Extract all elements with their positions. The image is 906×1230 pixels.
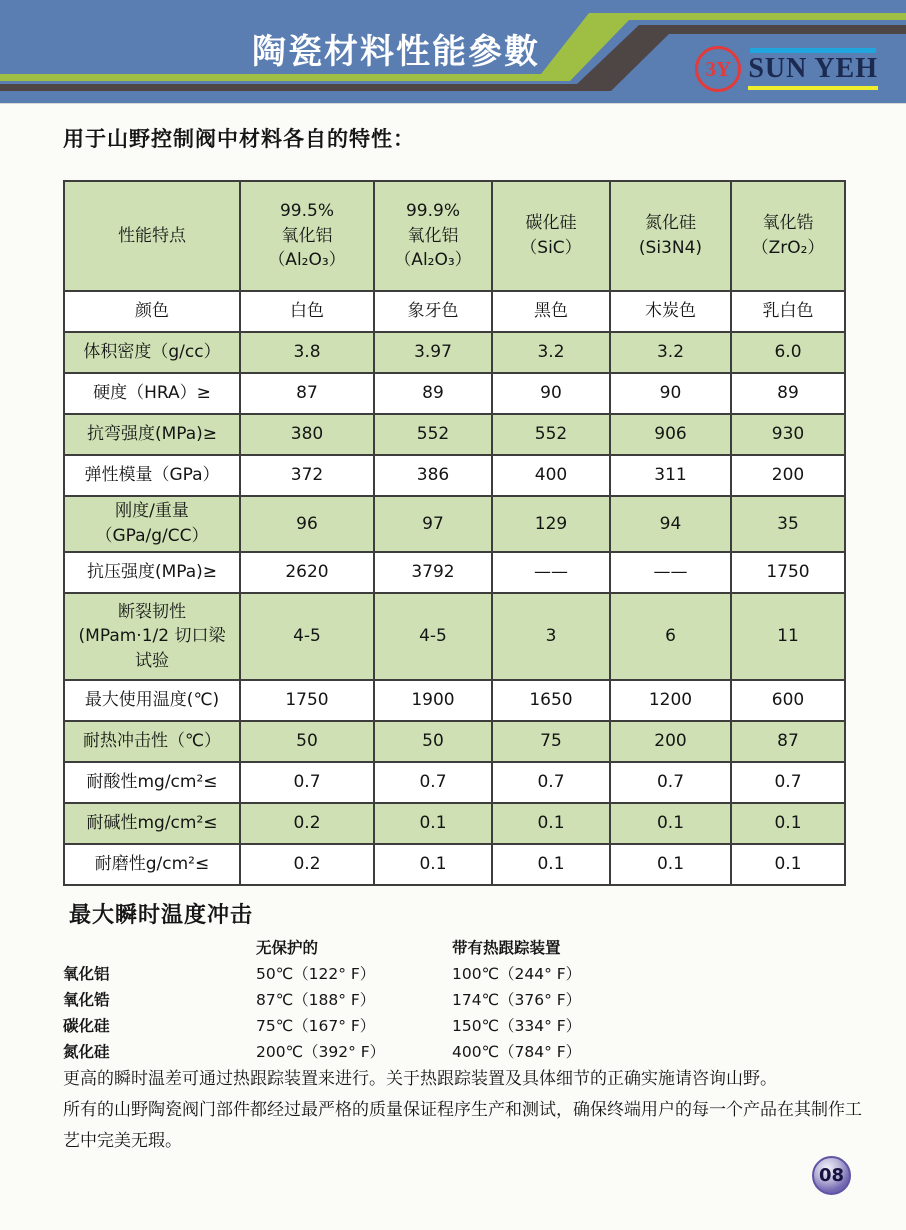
value-cell: 3.97 — [374, 332, 492, 373]
value-cell: 87 — [240, 373, 374, 414]
table-row — [64, 680, 845, 721]
value-cell: 0.1 — [492, 803, 610, 844]
value-cell: 11 — [731, 593, 845, 680]
table-row — [64, 496, 845, 552]
value-cell: 木炭色 — [610, 291, 731, 332]
cell-text-line: 耐酸性mg/cm²≤ — [86, 772, 218, 793]
value-cell: 乳白色 — [731, 291, 845, 332]
cell-text-line: (MPam·1/2 切口梁 — [78, 626, 226, 647]
property-label-cell — [64, 680, 240, 721]
cell-text-line: 氮化硅 — [645, 213, 696, 234]
material-properties-table — [63, 180, 846, 886]
value-cell: —— — [610, 552, 731, 593]
value-cell: 6 — [610, 593, 731, 680]
footnotes — [63, 1064, 865, 1157]
shock-header-row — [63, 936, 783, 962]
value-cell: 1750 — [240, 680, 374, 721]
value-cell: 96 — [240, 496, 374, 552]
table-row — [64, 721, 845, 762]
value-cell: 930 — [731, 414, 845, 455]
property-label-cell — [64, 721, 240, 762]
cell-text-line: 碳化硅 — [525, 213, 577, 234]
value-cell: 35 — [731, 496, 845, 552]
value-cell: 372 — [240, 455, 374, 496]
value-cell: 0.1 — [374, 803, 492, 844]
column-header-material — [610, 181, 731, 291]
thermal-shock-table — [63, 936, 783, 1065]
table-row — [64, 593, 845, 680]
cell-text-line: 刚度/重量 — [115, 501, 189, 522]
cell-text-line: 硬度（HRA）≥ — [93, 383, 211, 404]
value-cell: 2620 — [240, 552, 374, 593]
value-cell: 89 — [731, 373, 845, 414]
logo-wordmark — [748, 48, 878, 89]
property-label-cell — [64, 762, 240, 803]
shock-value: 150℃（334° F） — [452, 1016, 582, 1035]
cell-text-line: 99.5% — [279, 201, 334, 222]
shock-value: 无保护的 — [256, 939, 319, 957]
value-cell: 0.1 — [492, 844, 610, 885]
value-cell: 200 — [610, 721, 731, 762]
shock-value: 75℃（167° F） — [256, 1016, 376, 1035]
logo-yellow-underline — [748, 86, 878, 90]
property-label-cell — [64, 496, 240, 552]
value-cell: 400 — [492, 455, 610, 496]
thermal-shock-title: 最大瞬时温度冲击 — [69, 903, 254, 928]
shock-value: 200℃（392° F） — [256, 1042, 386, 1061]
value-cell: 600 — [731, 680, 845, 721]
value-cell: 552 — [492, 414, 610, 455]
shock-value: 87℃（188° F） — [256, 990, 376, 1009]
value-cell: 97 — [374, 496, 492, 552]
cell-text-line: 断裂韧性 — [118, 601, 186, 622]
column-header-material — [240, 181, 374, 291]
property-label-cell — [64, 455, 240, 496]
logo-3y-roundel-icon: 3Y — [695, 46, 741, 92]
property-label-cell — [64, 844, 240, 885]
property-label-cell — [64, 291, 240, 332]
cell-text-line: 抗压强度(MPa)≥ — [86, 562, 218, 583]
value-cell: 4-5 — [240, 593, 374, 680]
value-cell: 3.2 — [610, 332, 731, 373]
intro-text: 用于山野控制阀中材料各自的特性： — [63, 127, 415, 151]
cell-text-line: （Al₂O₃） — [394, 250, 472, 271]
footnote-line: 所有的山野陶瓷阀门部件都经过最严格的质量保证程序生产和测试，确保终端用户的每一个产品在其制作工艺中完美无瑕。 — [63, 1099, 862, 1151]
value-cell: 90 — [492, 373, 610, 414]
cell-text-line: 弹性模量（GPa） — [84, 465, 220, 486]
cell-text-line: 体积密度（g/cc） — [83, 342, 221, 363]
column-header-material — [492, 181, 610, 291]
value-cell: 89 — [374, 373, 492, 414]
shock-row — [63, 1014, 783, 1040]
table-row — [64, 762, 845, 803]
value-cell: 87 — [731, 721, 845, 762]
cell-text-line: 耐磨性g/cm²≤ — [94, 854, 210, 875]
cell-text-line: 性能特点 — [118, 225, 186, 246]
column-header-material — [731, 181, 845, 291]
sunyeh-logo — [695, 46, 878, 92]
logo-brand-name: SUN YEH — [748, 53, 878, 85]
property-label-cell — [64, 593, 240, 680]
value-cell: 0.7 — [610, 762, 731, 803]
properties-table-head — [64, 181, 845, 291]
value-cell: 白色 — [240, 291, 374, 332]
cell-text-line: （GPa/g/CC） — [95, 526, 209, 546]
cell-text-line: （SiC） — [520, 238, 582, 258]
shock-row — [63, 988, 783, 1014]
value-cell: 1200 — [610, 680, 731, 721]
property-label-cell — [64, 332, 240, 373]
value-cell: 1750 — [731, 552, 845, 593]
value-cell: 0.7 — [731, 762, 845, 803]
value-cell: 0.7 — [374, 762, 492, 803]
value-cell: 象牙色 — [374, 291, 492, 332]
value-cell: 0.1 — [610, 844, 731, 885]
footnote-line: 更高的瞬时温差可通过热跟踪装置来进行。关于热跟踪装置及具体细节的正确实施请咨询山野。 — [63, 1069, 777, 1089]
value-cell: 0.2 — [240, 844, 374, 885]
shock-value: 带有热跟踪装置 — [452, 939, 561, 957]
value-cell: 0.7 — [240, 762, 374, 803]
shock-material-label: 氧化铝 — [63, 964, 110, 983]
shock-value: 100℃（244° F） — [452, 964, 582, 983]
value-cell: 3792 — [374, 552, 492, 593]
table-row — [64, 414, 845, 455]
table-row — [64, 291, 845, 332]
properties-table-body — [64, 291, 845, 885]
cell-text-line: 最大使用温度(℃) — [84, 690, 220, 711]
cell-text-line: 氧化铝 — [407, 225, 459, 246]
property-label-cell — [64, 414, 240, 455]
cell-text-line: 抗弯强度(MPa)≥ — [86, 424, 218, 445]
value-cell: 0.1 — [374, 844, 492, 885]
cell-text-line: 耐热冲击性（℃） — [82, 731, 222, 752]
table-row — [64, 373, 845, 414]
value-cell: 黑色 — [492, 291, 610, 332]
value-cell: 94 — [610, 496, 731, 552]
value-cell: 75 — [492, 721, 610, 762]
cell-text-line: 耐碱性mg/cm²≤ — [86, 813, 218, 834]
value-cell: 1900 — [374, 680, 492, 721]
page-number-badge — [812, 1156, 851, 1195]
shock-value: 174℃（376° F） — [452, 990, 582, 1009]
value-cell: 1650 — [492, 680, 610, 721]
table-row — [64, 844, 845, 885]
shock-row — [63, 962, 783, 988]
value-cell: 3 — [492, 593, 610, 680]
value-cell: 906 — [610, 414, 731, 455]
cell-text-line: 颜色 — [135, 301, 169, 322]
value-cell: 0.1 — [731, 844, 845, 885]
value-cell: 3.8 — [240, 332, 374, 373]
value-cell: 50 — [240, 721, 374, 762]
property-label-cell — [64, 552, 240, 593]
table-row — [64, 455, 845, 496]
shock-value: 50℃（122° F） — [256, 964, 376, 983]
table-row — [64, 332, 845, 373]
shock-material-label — [63, 936, 256, 962]
value-cell: 4-5 — [374, 593, 492, 680]
value-cell: 0.7 — [492, 762, 610, 803]
value-cell: 50 — [374, 721, 492, 762]
value-cell: 552 — [374, 414, 492, 455]
header-row — [64, 181, 845, 291]
value-cell: —— — [492, 552, 610, 593]
cell-text-line: (Si3N4) — [638, 238, 703, 258]
value-cell: 129 — [492, 496, 610, 552]
cell-text-line: 氧化铝 — [281, 225, 333, 246]
value-cell: 6.0 — [731, 332, 845, 373]
page-number: 08 — [818, 1165, 845, 1186]
value-cell: 311 — [610, 455, 731, 496]
property-label-cell — [64, 803, 240, 844]
shock-value: 400℃（784° F） — [452, 1042, 582, 1061]
value-cell: 0.2 — [240, 803, 374, 844]
value-cell: 90 — [610, 373, 731, 414]
property-label-cell — [64, 373, 240, 414]
value-cell: 0.1 — [731, 803, 845, 844]
shock-material-label: 氧化锆 — [63, 990, 110, 1009]
page-title: 陶瓷材料性能參數 — [252, 32, 540, 72]
cell-text-line: 试验 — [135, 650, 169, 671]
value-cell: 386 — [374, 455, 492, 496]
value-cell: 3.2 — [492, 332, 610, 373]
cell-text-line: （Al₂O₃） — [268, 250, 346, 271]
column-header-material — [374, 181, 492, 291]
table-row — [64, 552, 845, 593]
value-cell: 200 — [731, 455, 845, 496]
value-cell: 0.1 — [610, 803, 731, 844]
table-row — [64, 803, 845, 844]
column-header-property — [64, 181, 240, 291]
cell-text-line: （ZrO₂） — [751, 238, 825, 258]
cell-text-line: 氧化锆 — [762, 213, 814, 234]
page-header — [0, 0, 906, 104]
cell-text-line: 99.9% — [405, 201, 460, 222]
shock-material-label: 碳化硅 — [63, 1016, 110, 1035]
shock-material-label: 氮化硅 — [63, 1042, 110, 1061]
shock-row — [63, 1040, 783, 1066]
value-cell: 380 — [240, 414, 374, 455]
